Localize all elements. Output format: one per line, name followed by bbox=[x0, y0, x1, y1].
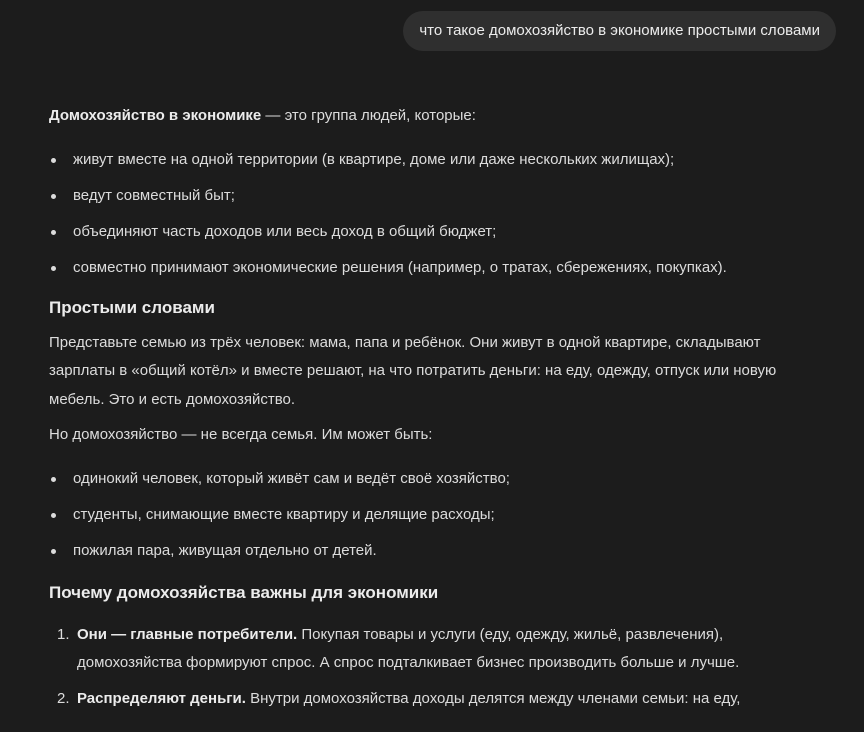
numbered-item bbox=[49, 685, 809, 714]
intro-paragraph bbox=[49, 102, 809, 131]
item-number: 2. bbox=[57, 689, 70, 707]
heading-simple-words: Простыми словами bbox=[49, 297, 215, 317]
item-title: Они — главные потребители. bbox=[77, 625, 298, 643]
item-title: Распределяют деньги. bbox=[77, 689, 246, 707]
list-item: пожилая пара, живущая отдельно от детей. bbox=[49, 539, 809, 563]
reasons-list bbox=[49, 621, 809, 714]
user-message-bubble bbox=[403, 11, 836, 51]
item-text: Внутри домохозяйства доходы делятся между членами семьи: на еду, bbox=[245, 689, 741, 707]
user-message-text: что такое домохозяйство в экономике простыми словами bbox=[419, 22, 820, 39]
examples-list bbox=[49, 467, 809, 563]
list-item: совместно принимают экономические решения (например, о тратах, сбережениях, покупках). bbox=[49, 256, 809, 280]
list-item: объединяют часть доходов или весь доход в общий бюджет; bbox=[49, 220, 809, 244]
item-number: 1. bbox=[57, 625, 70, 643]
heading-why-important: Почему домохозяйства важны для экономики bbox=[49, 582, 439, 602]
list-item: живут вместе на одной территории (в квартире, доме или даже нескольких жилищах); bbox=[49, 148, 809, 172]
example-paragraph: Представьте семью из трёх человек: мама, папа и ребёнок. Они живут в одной квартире, складывают зарплаты в «общий котёл» и вместе решают, на что потратить деньги: на еду, одежду, отпуск или новую мебель. Это и есть домохозяйство. bbox=[49, 333, 777, 408]
assistant-answer bbox=[49, 102, 809, 720]
list-item: одинокий человек, который живёт сам и ведёт своё хозяйство; bbox=[49, 467, 809, 491]
list-item: ведут совместный быт; bbox=[49, 184, 809, 208]
not-family-paragraph: Но домохозяйство — не всегда семья. Им может быть: bbox=[49, 426, 433, 443]
numbered-item bbox=[49, 621, 809, 678]
definition-list bbox=[49, 148, 809, 280]
item-text: Покупая товары и услуги (еду, одежду, жильё, развлечения), домохозяйства формируют спрос. А спрос подталкивает бизнес производить больше и лучше. bbox=[77, 625, 740, 671]
list-item: студенты, снимающие вместе квартиру и делящие расходы; bbox=[49, 503, 809, 527]
intro-definition: — это группа людей, которые: bbox=[261, 107, 476, 124]
intro-term: Домохозяйство в экономике bbox=[49, 107, 262, 124]
